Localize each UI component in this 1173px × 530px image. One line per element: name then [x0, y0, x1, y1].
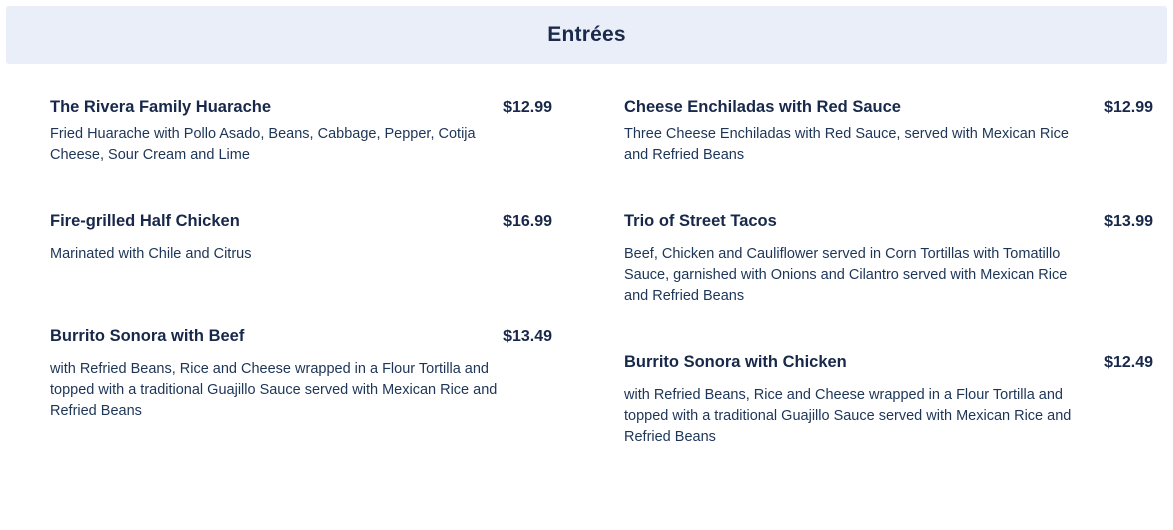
menu-item[interactable] [50, 212, 552, 265]
menu-item-name: Burrito Sonora with Beef [50, 327, 245, 345]
menu-item-description: Beef, Chicken and Cauliflower served in Corn Tortillas with Tomatillo Sauce, garnished with Onions and Cilantro served with Mexican Rice and Refried Beans [624, 246, 1068, 304]
menu-item-header [50, 212, 552, 231]
menu-item-price: $12.99 [503, 99, 552, 116]
menu-item-price: $12.99 [1104, 99, 1153, 116]
menu-item-name: The Rivera Family Huarache [50, 98, 272, 116]
menu-item-header [50, 98, 552, 117]
menu-item-price: $13.49 [503, 328, 552, 345]
section-title: Entrées [547, 23, 626, 46]
dot-leader [279, 108, 495, 109]
menu-item-name: Cheese Enchiladas with Red Sauce [624, 98, 901, 116]
menu-item-name: Burrito Sonora with Chicken [624, 353, 847, 371]
dot-leader [248, 222, 495, 223]
section-header [6, 6, 1167, 64]
menu-item-description: with Refried Beans, Rice and Cheese wrapped in a Flour Tortilla and topped with a traditional Guajillo Sauce served with Mexican Rice and Refried Beans [50, 361, 498, 419]
dot-leader [252, 337, 495, 338]
menu-item[interactable] [624, 212, 1153, 307]
menu-item-header [624, 353, 1153, 372]
menu-item-header [50, 327, 552, 346]
menu-item-description: Fried Huarache with Pollo Asado, Beans, Cabbage, Pepper, Cotija Cheese, Sour Cream and Lime [50, 126, 476, 163]
dot-leader [909, 108, 1096, 109]
dot-leader [855, 363, 1096, 364]
menu-page [0, 6, 1173, 530]
menu-item[interactable] [50, 98, 552, 166]
menu-item[interactable] [624, 98, 1153, 166]
menu-item-description: with Refried Beans, Rice and Cheese wrapped in a Flour Tortilla and topped with a traditional Guajillo Sauce served with Mexican Rice and Refried Beans [624, 387, 1072, 445]
menu-item[interactable] [50, 327, 552, 422]
menu-item-price: $13.99 [1104, 213, 1153, 230]
menu-item[interactable] [624, 353, 1153, 448]
menu-item-header [624, 98, 1153, 117]
menu-item-name: Trio of Street Tacos [624, 212, 777, 230]
menu-item-description: Three Cheese Enchiladas with Red Sauce, served with Mexican Rice and Refried Beans [624, 126, 1069, 163]
menu-item-description: Marinated with Chile and Citrus [50, 246, 252, 262]
menu-item-header [624, 212, 1153, 231]
menu-item-price: $12.49 [1104, 354, 1153, 371]
menu-column-right [562, 98, 1173, 448]
menu-item-name: Fire-grilled Half Chicken [50, 212, 240, 230]
menu-columns [0, 64, 1173, 448]
menu-item-price: $16.99 [503, 213, 552, 230]
dot-leader [785, 222, 1096, 223]
menu-column-left [0, 98, 562, 448]
